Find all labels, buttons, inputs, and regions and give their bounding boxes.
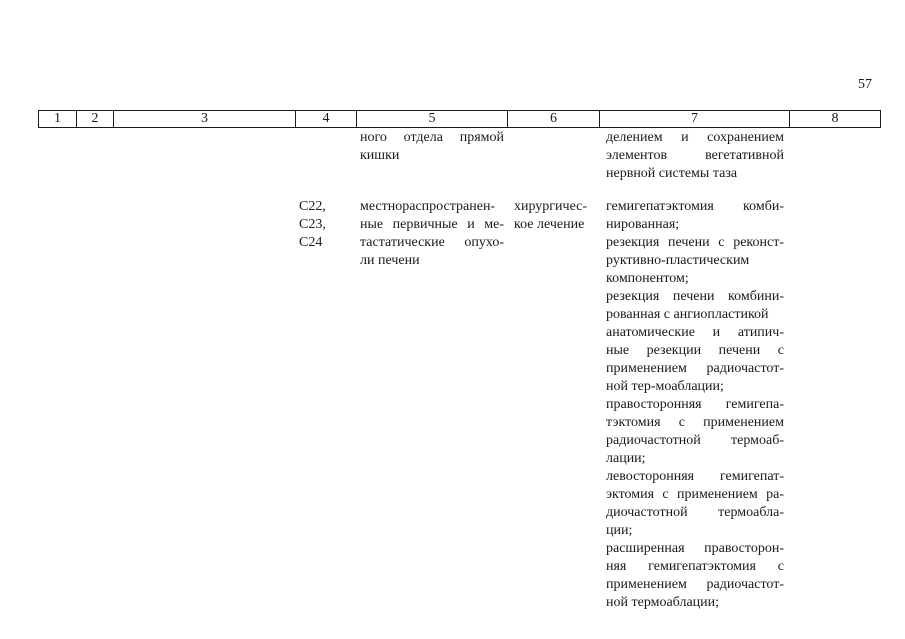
row2-method-line: радиочастотной термоаб- — [606, 433, 784, 448]
row1-method-line: делением и сохранением — [606, 130, 784, 145]
row2-method-line: применением радиочастот- — [606, 361, 784, 376]
row2-icd-codes-cell — [299, 198, 349, 252]
icd-code: C23, — [299, 217, 326, 232]
column-header-1: 1 — [39, 111, 77, 128]
row2-diagnosis-line: ные первичные и ме- — [360, 217, 504, 232]
row2-treatment-type-cell — [514, 198, 594, 234]
row2-diagnosis-line: местнораспространен- — [360, 199, 496, 214]
row1-method-line: нервной системы таза — [606, 166, 738, 181]
row2-method-line: гемигепатэктомия комби- — [606, 199, 784, 214]
column-number-header — [38, 110, 881, 128]
row2-treatment-type-line: хирургичес- — [514, 199, 588, 214]
row2-method-line: эктомия с применением ра- — [606, 487, 784, 502]
row1-diagnosis-line: кишки — [360, 148, 400, 163]
row2-method-line: диочастотной термоабла- — [606, 505, 784, 520]
icd-code: C22, — [299, 199, 326, 214]
row1-diagnosis-cell — [360, 129, 504, 165]
row2-diagnosis-line: ли печени — [360, 253, 420, 268]
row2-method-line: лации; — [606, 451, 646, 466]
row2-method-line: компонентом; — [606, 271, 689, 286]
row2-method-line: правосторонняя гемигепа- — [606, 397, 784, 412]
column-header-2: 2 — [77, 111, 114, 128]
row1-method-cell — [606, 129, 784, 183]
row2-method-line: ной термоаблации; — [606, 595, 720, 610]
row2-method-cell — [606, 198, 784, 612]
row1-method-line: элементов вегетативной — [606, 148, 784, 163]
row2-method-line: руктивно-пластическим — [606, 253, 750, 268]
row2-diagnosis-line: тастатические опухо- — [360, 235, 504, 250]
column-header-6: 6 — [508, 111, 600, 128]
row2-method-line: ции; — [606, 523, 633, 538]
icd-code: C24 — [299, 235, 323, 250]
row2-method-line: ные резекции печени с — [606, 343, 784, 358]
row2-method-line: ной тер-моаблации; — [606, 379, 724, 394]
row2-method-line: няя гемигепатэктомия с — [606, 559, 784, 574]
row2-method-line: резекция печени комбини- — [606, 289, 784, 304]
row2-method-line: нированная; — [606, 217, 680, 232]
row2-method-line: применением радиочастот- — [606, 577, 784, 592]
column-header-3: 3 — [114, 111, 296, 128]
column-header-7: 7 — [600, 111, 790, 128]
row2-treatment-type-line: кое лечение — [514, 217, 585, 232]
column-header-4: 4 — [296, 111, 357, 128]
row2-method-line: тэктомия с применением — [606, 415, 784, 430]
row2-method-line: левосторонняя гемигепат- — [606, 469, 784, 484]
column-header-5: 5 — [357, 111, 508, 128]
row2-diagnosis-cell — [360, 198, 504, 270]
page-number: 57 — [858, 77, 872, 92]
row2-method-line: рованная с ангиопластикой — [606, 307, 769, 322]
row1-diagnosis-line: ного отдела прямой — [360, 130, 504, 145]
row2-method-line: анатомические и атипич- — [606, 325, 784, 340]
row2-method-line: резекция печени с реконст- — [606, 235, 784, 250]
row2-method-line: расширенная правосторон- — [606, 541, 784, 556]
column-header-8: 8 — [790, 111, 881, 128]
